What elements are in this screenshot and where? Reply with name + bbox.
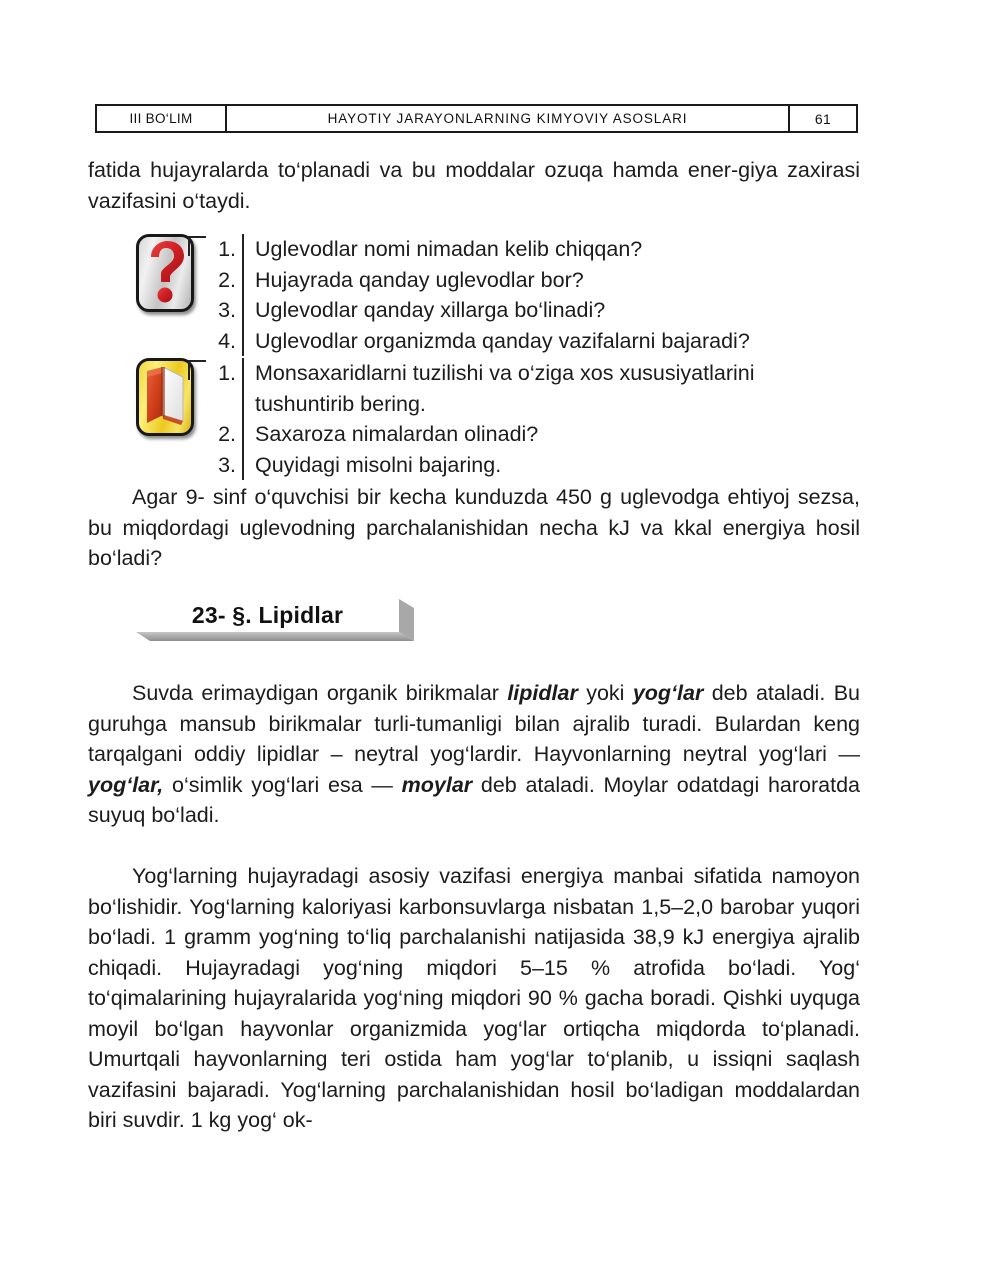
tasks-block [136,358,875,480]
question-number: 3. [218,298,236,322]
questions-block [136,234,750,356]
paragraph-intro: fatida hujayralarda to‘planadi va bu moddalar ozuqa hamda ener-giya zaxirasi vazifasini o‘taydi. [88,158,860,213]
header-title: HAYOTIY JARAYONLARNING KIMYOVIY ASOSLARI [227,106,790,131]
lip1-term-yoglar-2: yog‘lar, [88,772,164,797]
task-item: Quyidagi misolni bajaring. [255,452,502,477]
questions-bracket-connector [194,236,210,262]
lip1-term-yoglar: yog‘lar [632,681,704,705]
paragraph-task: Agar 9- sinf o‘quvchisi bir kecha kunduzda 450 g uglevodga ehtiyoj sezsa, bu miqdordagi uglevodning parchalanishidan necha kJ va kkal energiya hosil bo‘ladi? [88,485,860,570]
task-item [255,358,875,419]
task-item-line1: Monsaxaridlarni tuzilishi va o‘ziga xos xususiyatlarini [255,361,755,385]
questions-number-column [210,234,244,356]
lip1-run-a: Suvda erimaydigan organik birikmalar [132,681,508,705]
task-number: 1. [218,361,236,385]
tasks-list [210,358,875,480]
running-header [95,104,858,133]
task-item-line2: tushuntirib bering. [255,391,426,416]
header-page-number: 61 [814,110,832,127]
task-number: 3. [218,452,236,477]
question-item: Hujayrada qanday uglevodlar bor? [255,267,584,292]
question-item: Uglevodlar qanday xillarga bo‘linadi? [255,298,606,322]
lip1-run-f: deb ataladi. Moylar odatdagi haroratda suyuq bo‘ladi. [88,772,860,827]
section-heading [136,599,414,641]
paragraph-lipids-definition [88,678,860,831]
lip1-term-lipidlar: lipidlar [507,681,578,705]
open-book-badge-icon [136,358,194,436]
question-number: 2. [218,267,236,292]
lip1-run-d: deb ataladi. Bu guruhga mansub birikmalar turli-tumanligi bilan ajralib turadi. Bulardan keng tarqalgani oddiy lipidlar – neytral yog‘lardir. Hayvonlarning neytral yog‘lari — [88,681,860,766]
tasks-number-column [210,358,244,480]
question-item: Uglevodlar nomi nimadan kelib chiqqan? [255,237,643,261]
task-number: 2. [218,422,236,446]
lip1-run-e: o‘simlik yog‘lari esa — [163,772,402,797]
question-item: Uglevodlar organizmda qanday vazifalarni bajaradi? [255,328,750,353]
lip1-term-moylar: moylar [401,772,473,797]
tasks-text-column [255,358,875,480]
section-heading-title: 23- §. Lipidlar [191,602,344,628]
lip1-run-c: yoki [577,681,633,705]
questions-text-column [255,234,750,356]
section-heading-face [136,599,399,632]
question-mark-badge-icon [136,234,194,312]
questions-list [210,234,750,356]
header-section-label: III BO‘LIM [97,106,227,131]
question-number: 1. [218,237,236,261]
tasks-bracket-connector [194,360,210,386]
task-item: Saxaroza nimalardan olinadi? [255,422,539,446]
paragraph-lipids-energy: Yog‘larning hujayradagi asosiy vazifasi energiya manbai sifatida namoyon bo‘lishidir. Yog‘larning kaloriyasi karbonsuvlarga nisbatan 1,5–2,0 barobar yuqori bo‘ladi. 1 gramm yog‘ning to‘liq parchalanishi natijasida 38,9 kJ energiya ajralib chiqadi. Hujayradagi yog‘ning miqdori 5–15 % atrofida bo‘ladi. Yog‘ to‘qimalarining hujayralarida yog‘ning miqdori 90 % gacha boradi. Qishki uyquga moyil bo‘lgan hayvonlar organizmida yog‘lar ortiqcha miqdorda to‘planadi. Umurtqali hayvonlarning teri ostida ham yog‘lar to‘planib, u issiqni saqlash vazifasini bajaradi. Yog‘larning parchalanishidan hosil bo‘ladigan moddalardan biri suvdir. 1 kg yog‘ ok- [88,864,860,1132]
question-number: 4. [218,328,236,353]
